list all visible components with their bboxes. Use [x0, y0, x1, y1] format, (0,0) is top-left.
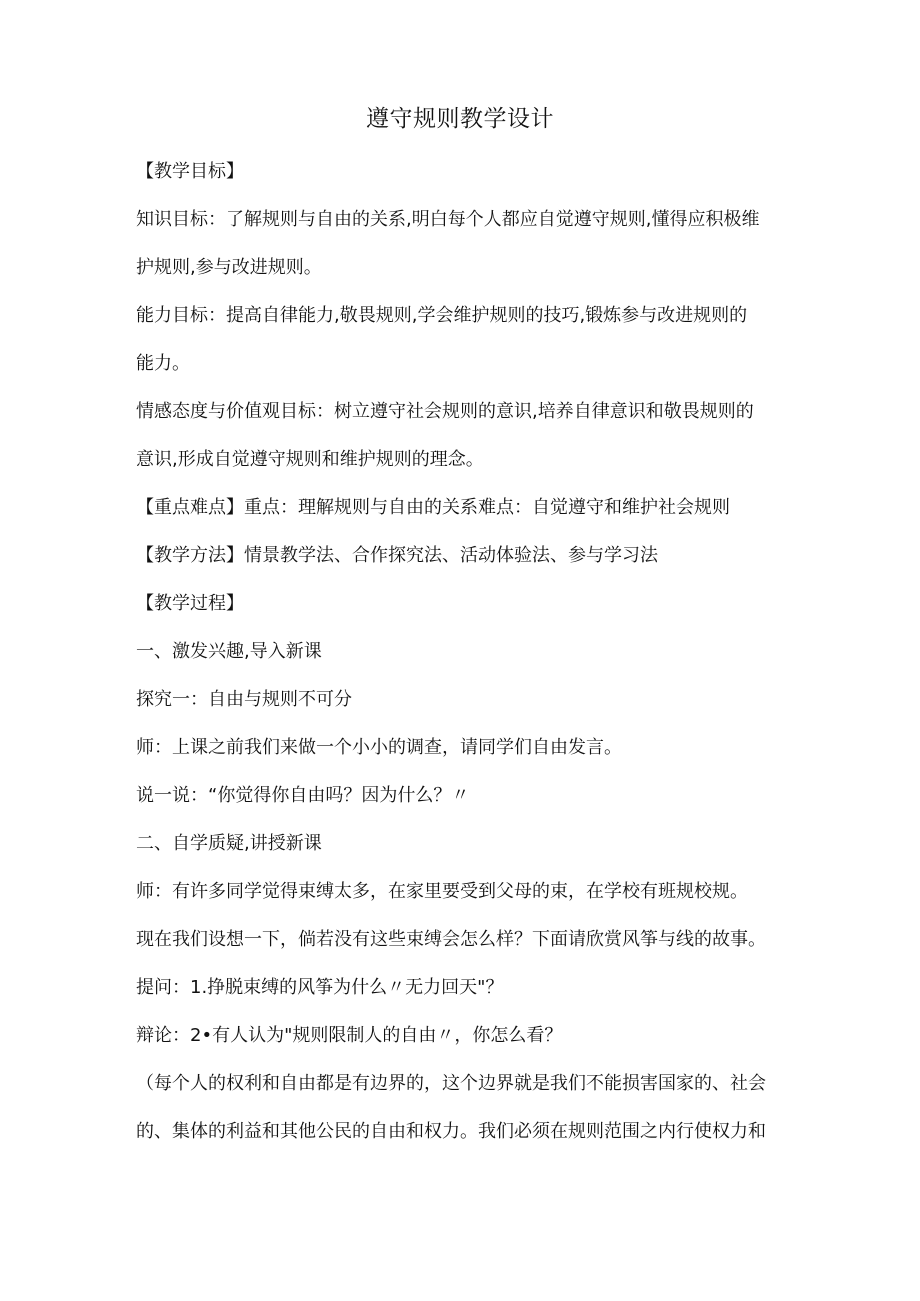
text-line: 师：有许多同学觉得束缚太多，在家里要受到父母的束，在学校有班规校规。 — [136, 881, 748, 902]
text-line: 【教学目标】 — [136, 161, 244, 182]
text-line: 提问：1.挣脱束缚的风筝为什么〃无力回天"？ — [136, 977, 504, 998]
text-line: 【教学过程】 — [136, 593, 244, 614]
text-line: 探究一：自由与规则不可分 — [136, 689, 352, 710]
text-line: 护规则,参与改进规则。 — [136, 257, 322, 278]
text-line: 说一说：“你觉得你自由吗？因为什么？〃 — [136, 785, 470, 806]
text-line: （每个人的权利和自由都是有边界的，这个边界就是我们不能损害国家的、社会 — [136, 1073, 766, 1094]
text-line: 【教学方法】情景教学法、合作探究法、活动体验法、参与学习法 — [136, 545, 658, 566]
text-line: 能力。 — [136, 353, 190, 374]
text-line: 意识,形成自觉遵守规则和维护规则的理念。 — [136, 449, 484, 470]
text-line: 知识目标：了解规则与自由的关系,明白每个人都应自觉遵守规则,懂得应积极维 — [136, 209, 760, 230]
text-line: 一、激发兴趣,导入新课 — [136, 641, 322, 662]
text-line: 能力目标：提高自律能力,敬畏规则,学会维护规则的技巧,锻炼参与改进规则的 — [136, 305, 748, 326]
text-line: 【重点难点】重点：理解规则与自由的关系难点：自觉遵守和维护社会规则 — [136, 497, 730, 518]
text-line: 辩论：2•有人认为"规则限制人的自由〃，你怎么看？ — [136, 1025, 563, 1046]
text-line: 二、自学质疑,讲授新课 — [136, 833, 322, 854]
text-line: 现在我们设想一下，倘若没有这些束缚会怎么样？下面请欣赏风筝与线的故事。 — [136, 929, 766, 950]
document-title: 遵守规则教学设计 — [366, 106, 554, 132]
text-line: 情感态度与价值观目标：树立遵守社会规则的意识,培养自律意识和敬畏规则的 — [136, 401, 754, 422]
text-line: 师：上课之前我们来做一个小小的调查，请同学们自由发言。 — [136, 737, 622, 758]
text-line: 的、集体的利益和其他公民的自由和权力。我们必须在规则范围之内行使权力和 — [136, 1121, 766, 1142]
